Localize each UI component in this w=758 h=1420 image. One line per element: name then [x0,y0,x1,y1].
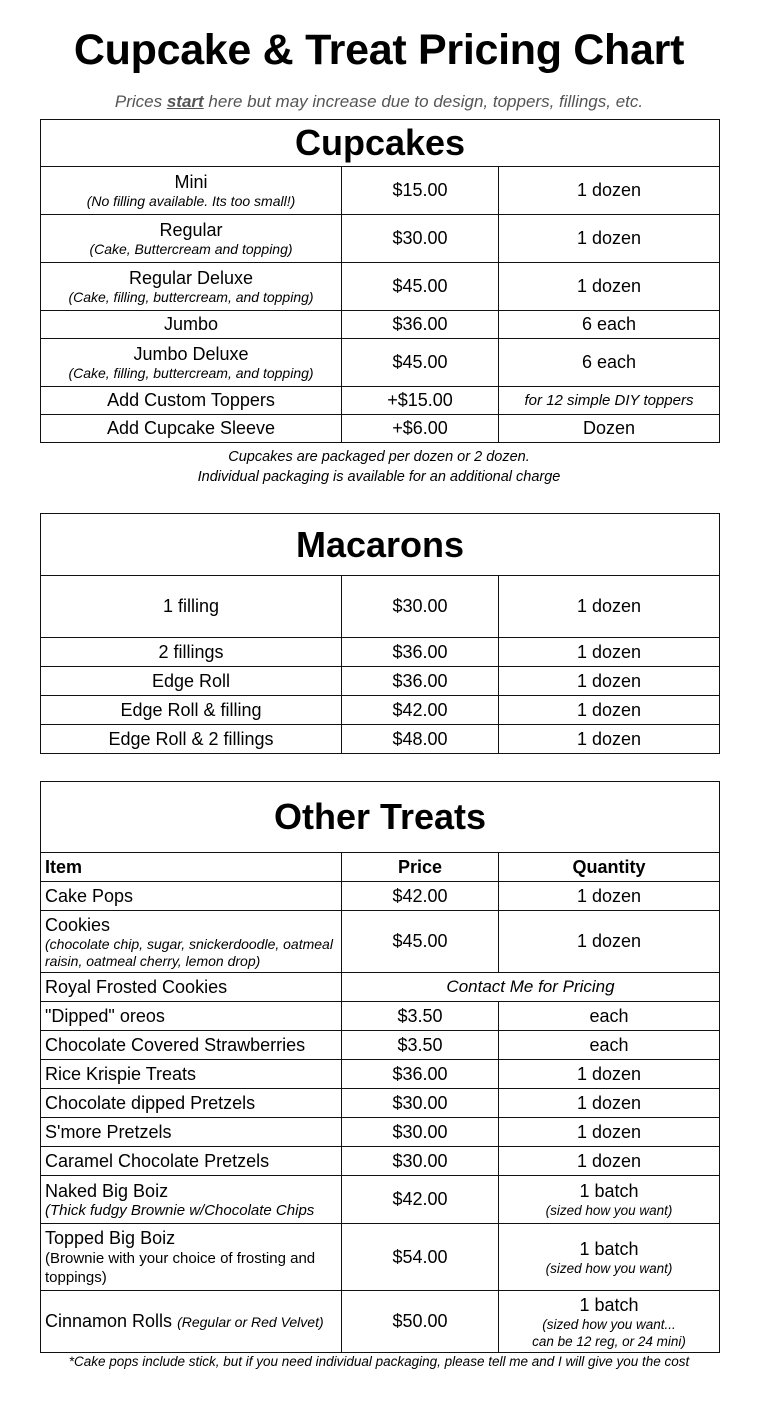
macarons-table [40,513,720,754]
item-description: (Cake, filling, buttercream, and topping) [68,365,314,381]
table-row [41,1147,720,1176]
price-cell: $45.00 [342,263,499,311]
price-cell: $15.00 [342,167,499,215]
table-row [41,263,720,311]
quantity-note: (sized how you want) [545,1260,673,1276]
cupcakes-note-line-1: Cupcakes are packaged per dozen or 2 dozen. [228,449,530,465]
item-name-cell: Edge Roll [41,667,342,696]
quantity-cell: 1 dozen [499,667,720,696]
item-name-cell: 2 fillings [41,638,342,667]
cupcakes-header: Cupcakes [41,120,720,167]
table-row [41,1089,720,1118]
table-row [41,1060,720,1089]
other-treats-header: Other Treats [41,782,720,853]
quantity-value: 1 batch [579,1294,639,1315]
macarons-header: Macarons [41,514,720,576]
quantity-cell: 1 dozen [499,1060,720,1089]
item-name-cell: Chocolate dipped Pretzels [41,1089,342,1118]
price-cell: $45.00 [342,339,499,387]
item-name-cell: Royal Frosted Cookies [41,973,342,1002]
item-name: Regular Deluxe [128,268,254,288]
price-cell: $30.00 [342,576,499,638]
item-name-cell: Rice Krispie Treats [41,1060,342,1089]
price-cell: $48.00 [342,725,499,754]
item-name-cell [41,911,342,973]
item-name-cell: Cake Pops [41,882,342,911]
price-cell: $3.50 [342,1002,499,1031]
cupcakes-note-line-2: Individual packaging is available for an additional charge [197,469,561,485]
quantity-value: 1 batch [579,1238,639,1259]
quantity-cell: 1 dozen [499,1089,720,1118]
page-subtitle [0,92,758,112]
item-name-cell: Edge Roll & filling [41,696,342,725]
quantity-note-line-1: (sized how you want... [542,1316,676,1332]
quantity-cell: 1 dozen [499,1118,720,1147]
item-name-cell: Add Custom Toppers [41,387,342,415]
quantity-cell: 6 each [499,339,720,387]
quantity-cell [499,1224,720,1291]
table-row [41,725,720,754]
price-cell: $50.00 [342,1291,499,1353]
item-name-cell: "Dipped" oreos [41,1002,342,1031]
item-name: Jumbo Deluxe [133,344,249,364]
price-cell: $36.00 [342,1060,499,1089]
table-row [41,973,720,1002]
subtitle-emphasis: start [166,92,204,111]
quantity-cell: 1 dozen [499,638,720,667]
price-cell: $3.50 [342,1031,499,1060]
quantity-cell: 1 dozen [499,576,720,638]
cupcakes-note [0,447,758,487]
table-row [41,1118,720,1147]
price-cell: +$6.00 [342,415,499,443]
item-name: Cookies [45,914,111,935]
quantity-cell: 1 dozen [499,215,720,263]
quantity-cell [499,1291,720,1353]
quantity-cell: Dozen [499,415,720,443]
item-name-cell [41,339,342,387]
item-name: Regular [159,220,223,240]
contact-pricing-cell: Contact Me for Pricing [342,973,720,1002]
price-cell: +$15.00 [342,387,499,415]
item-name-cell: 1 filling [41,576,342,638]
table-row [41,638,720,667]
column-header-price: Price [342,853,499,882]
price-cell: $42.00 [342,882,499,911]
quantity-cell: 1 dozen [499,263,720,311]
table-row [41,1291,720,1353]
item-name-note: (Regular or Red Velvet) [177,1314,324,1330]
price-cell: $42.00 [342,696,499,725]
item-description: (Brownie with your choice of frosting and toppings) [45,1250,316,1286]
price-cell: $36.00 [342,667,499,696]
item-name-cell [41,215,342,263]
item-name-cell: Edge Roll & 2 fillings [41,725,342,754]
quantity-cell: 1 dozen [499,725,720,754]
item-description: (Thick fudgy Brownie w/Chocolate Chips [45,1202,315,1219]
column-header-row [41,853,720,882]
item-description: (chocolate chip, sugar, snickerdoodle, oatmeal raisin, oatmeal cherry, lemon drop) [45,935,333,969]
item-name-cell [41,263,342,311]
item-name-cell: Chocolate Covered Strawberries [41,1031,342,1060]
item-name-cell: Jumbo [41,311,342,339]
quantity-cell: 1 dozen [499,882,720,911]
page-title: Cupcake & Treat Pricing Chart [73,26,685,74]
price-cell: $45.00 [342,911,499,973]
quantity-note-line-2: can be 12 reg, or 24 mini) [532,1333,686,1349]
table-row [41,667,720,696]
quantity-cell: 1 dozen [499,696,720,725]
item-description: (Cake, Buttercream and topping) [89,241,293,257]
table-row [41,1224,720,1291]
cupcakes-table [40,119,720,443]
item-description: (No filling available. Its too small!) [86,193,296,209]
price-cell: $30.00 [342,1118,499,1147]
column-header-item: Item [41,853,342,882]
item-description: (Cake, filling, buttercream, and topping) [68,289,314,305]
table-row [41,576,720,638]
quantity-value: 1 batch [579,1181,639,1201]
column-header-quantity: Quantity [499,853,720,882]
quantity-cell: 1 dozen [499,167,720,215]
price-cell: $36.00 [342,638,499,667]
table-row [41,1002,720,1031]
other-treats-table [40,781,720,1353]
quantity-cell: for 12 simple DIY toppers [499,387,720,415]
quantity-cell: each [499,1031,720,1060]
table-row [41,911,720,973]
table-row [41,1176,720,1224]
table-row [41,696,720,725]
quantity-note: (sized how you want) [545,1203,673,1218]
table-row [41,387,720,415]
item-name: Mini [174,172,208,192]
quantity-cell: each [499,1002,720,1031]
quantity-cell [499,1176,720,1224]
price-cell: $30.00 [342,1089,499,1118]
footnote: *Cake pops include stick, but if you need individual packaging, please tell me and I will give you the cost [68,1354,690,1369]
quantity-cell: 1 dozen [499,911,720,973]
item-name-cell: S'more Pretzels [41,1118,342,1147]
table-row [41,415,720,443]
quantity-cell: 1 dozen [499,1147,720,1176]
item-name-cell [41,167,342,215]
item-name: Cinnamon Rolls [45,1311,173,1331]
subtitle-after: here but may increase due to design, toppers, fillings, etc. [203,92,644,111]
price-cell: $30.00 [342,1147,499,1176]
table-row [41,215,720,263]
quantity-cell: 6 each [499,311,720,339]
item-name-cell [41,1224,342,1291]
table-row [41,1031,720,1060]
item-name: Topped Big Boiz [45,1228,176,1248]
price-cell: $42.00 [342,1176,499,1224]
subtitle-before: Prices [114,92,167,111]
item-name-cell [41,1291,342,1353]
table-row [41,311,720,339]
price-cell: $36.00 [342,311,499,339]
table-row [41,882,720,911]
item-name-cell: Add Cupcake Sleeve [41,415,342,443]
item-name-cell [41,1176,342,1224]
table-row [41,339,720,387]
price-cell: $54.00 [342,1224,499,1291]
price-cell: $30.00 [342,215,499,263]
item-name-cell: Caramel Chocolate Pretzels [41,1147,342,1176]
item-name: Naked Big Boiz [45,1181,169,1201]
table-row [41,167,720,215]
